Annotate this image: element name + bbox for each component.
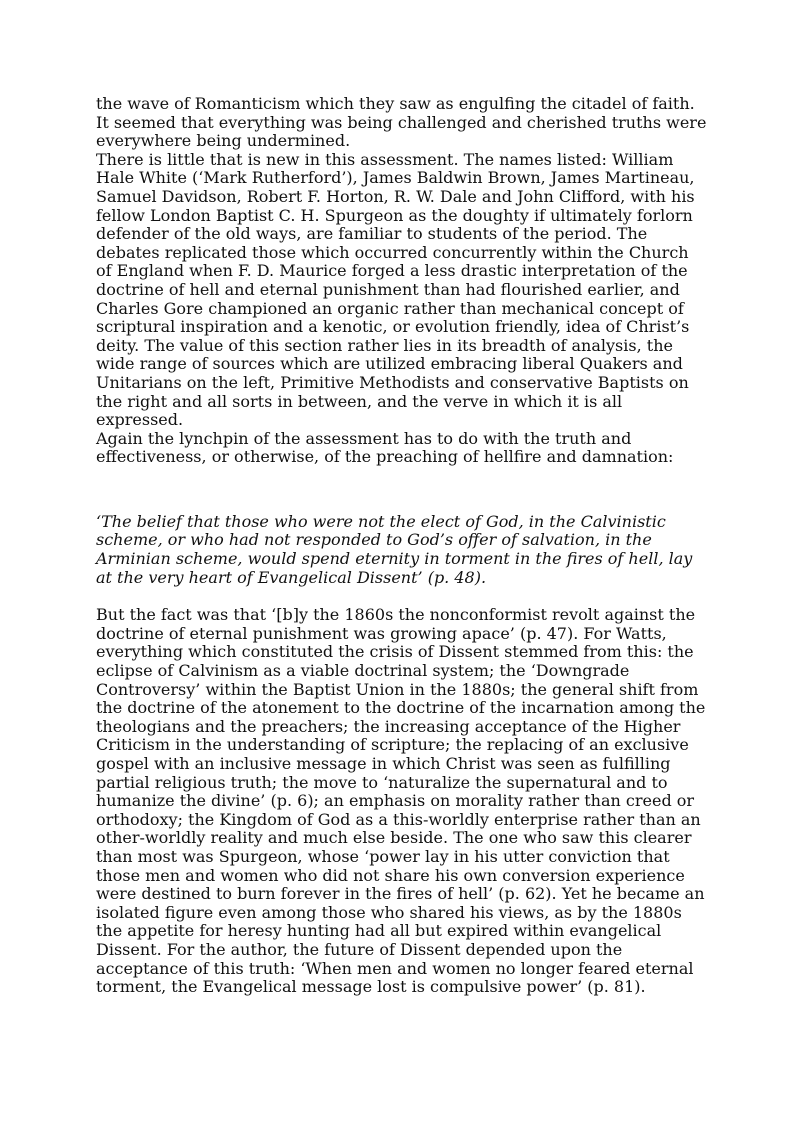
paragraph-3: Again the lynchpin of the assessment has to do with the truth and effectiveness, or otherwise, of the preaching of hellfire and damnation: — [96, 428, 674, 467]
spacer — [96, 587, 708, 606]
block-quote: ‘The belief that those who were not the elect of God, in the Calvinistic scheme, or who had not responded to God’s offer of salvation, in the Arminian scheme, would spend eternity in torment in the fires of hell, lay at the very heart of Evangelical Dissent’ (p. 48). — [96, 511, 693, 587]
spacer — [96, 467, 708, 513]
paragraph-4: But the fact was that ‘[b]y the 1860s the nonconformist revolt against the doctrine of eternal punishment was growing apace’ (p. 47). For Watts, everything which constituted the crisis of Dissent stemmed from this: the eclipse of Calvinism as a viable doctrinal system; the ‘Downgrade Controversy’ within the Baptist Union in the 1880s; the general shift from the doctrine of the atonement to the doctrine of the incarnation among the theologians and the preachers; the increasing acceptance of the Higher Criticism in the understanding of scripture; the replacing of an exclusive gospel with an inclusive message in which Christ was seen as fulfilling partial religious truth; the move to ‘naturalize the supernatural and to humanize the divine’ (p. 6); an emphasis on morality rather than creed or orthodoxy; the Kingdom of God as a this-worldly enterprise rather than an other-worldly reality and much else beside. The one who saw this clearer than most was Spurgeon, whose ‘power lay in his utter conviction that those men and women who did not share his own conversion experience were destined to burn forever in the fires of hell’ (p. 62). Yet he became an isolated figure even among those who shared his views, as by the 1880s the appetite for heresy hunting had all but expired within evangelical Dissent. For the author, the future of Dissent depended upon the acceptance of this truth: ‘When men and women no longer feared eternal torment, the Evangelical message lost is compulsive power’ (p. 81). — [96, 605, 706, 997]
paragraph-1: the wave of Romanticism which they saw as engulfing the citadel of faith. It seemed that everything was being challenged and cherished truths were everywhere being undermined. — [96, 94, 707, 151]
document-page — [96, 95, 708, 997]
paragraph-2: There is little that is new in this assessment. The names listed: William Hale White (‘Mark Rutherford’), James Baldwin Brown, James Martineau, Samuel Davidson, Robert F. Horton, R. W. Dale and John Clifford, with his fellow London Baptist C. H. Spurgeon as the doughty if ultimately forlorn defender of the old ways, are familiar to students of the period. The debates replicated those which occurred concurrently within the Church of England when F. D. Maurice forged a less drastic interpretation of the doctrine of hell and eternal punishment than had flourished earlier, and Charles Gore championed an organic rather than mechanical concept of scriptural inspiration and a kenotic, or evolution friendly, idea of Christ’s deity. The value of this section rather lies in its breadth of analysis, the wide range of sources which are utilized embracing liberal Quakers and Unitarians on the left, Primitive Methodists and conservative Baptists on the right and all sorts in between, and the verve in which it is all expressed. — [96, 149, 695, 430]
